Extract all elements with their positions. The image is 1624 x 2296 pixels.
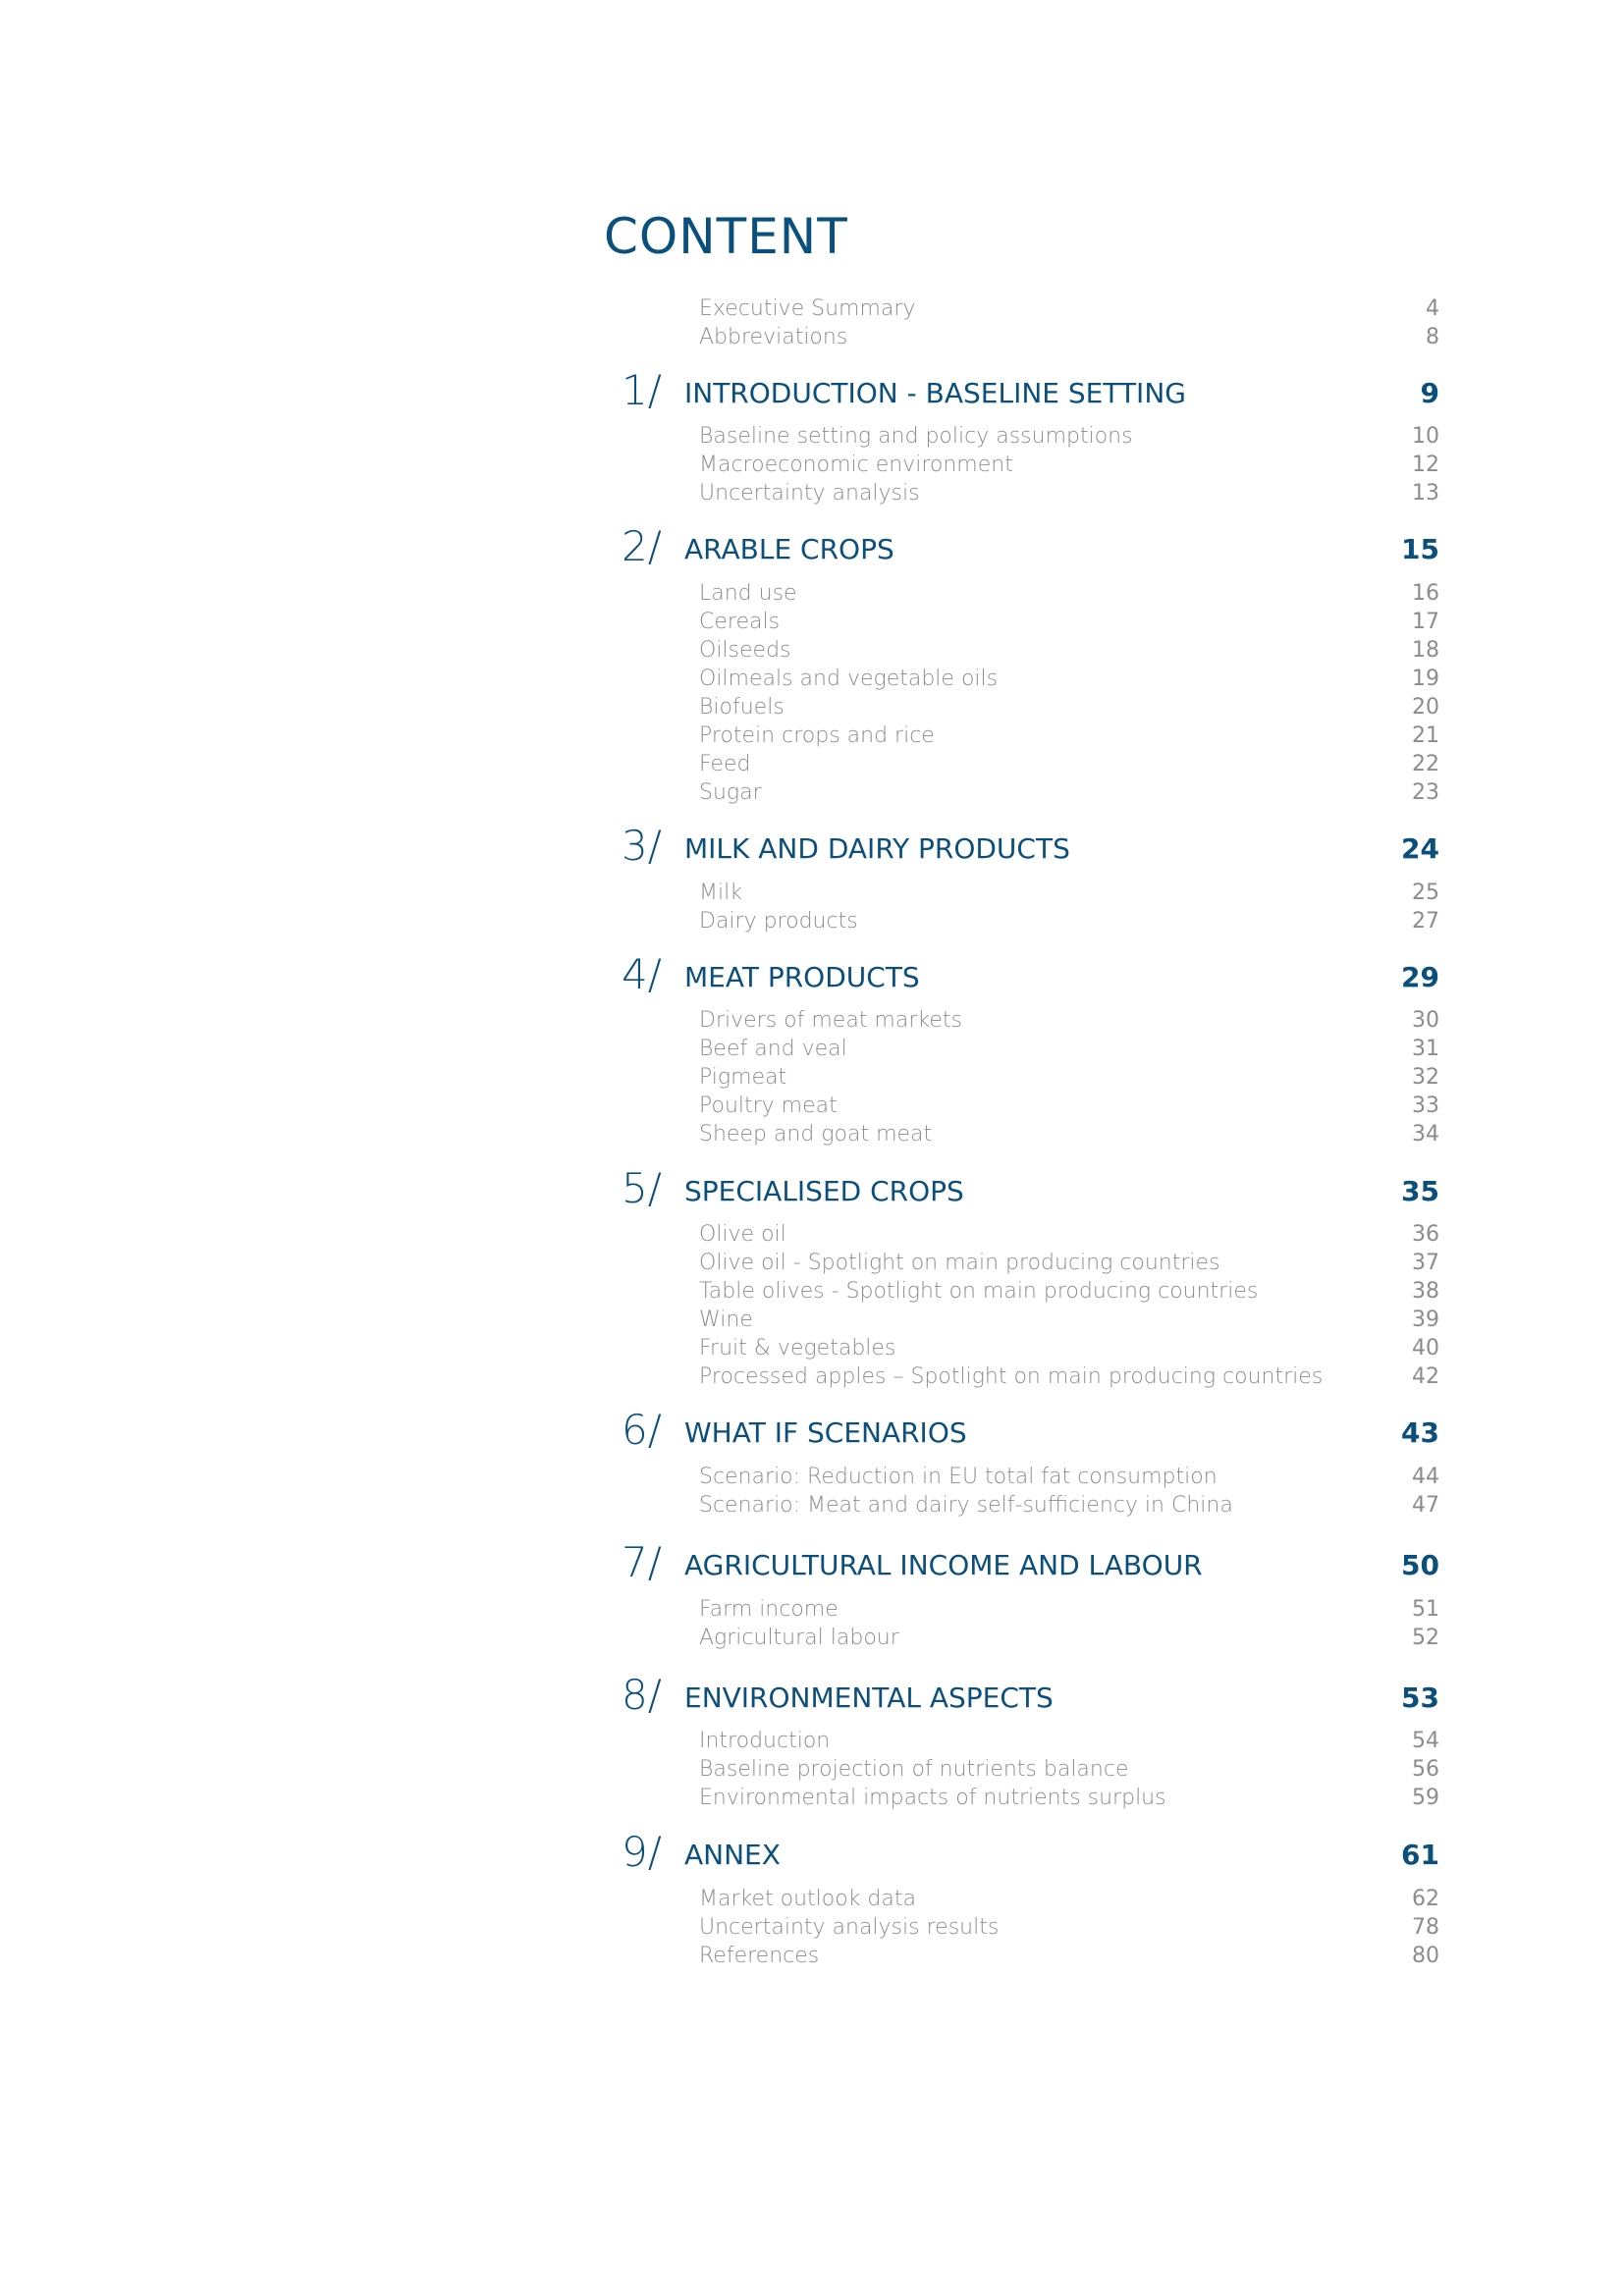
section-heading[interactable] — [0, 366, 1624, 415]
toc-item-label: Market outlook data — [699, 1887, 916, 1911]
toc-item[interactable] — [0, 323, 1624, 352]
section-number: 4/ — [622, 950, 662, 998]
toc-item-page: 62 — [1412, 1887, 1439, 1911]
toc-item-page: 13 — [1412, 481, 1439, 506]
toc-item-label: Sugar — [699, 780, 762, 805]
toc-item[interactable] — [0, 1120, 1624, 1149]
toc-item-label: Scenario: Meat and dairy self-sufficiency in China — [699, 1493, 1233, 1518]
toc-item[interactable] — [0, 479, 1624, 508]
toc-item-page: 22 — [1412, 752, 1439, 776]
section-heading[interactable] — [0, 522, 1624, 571]
toc-item[interactable] — [0, 451, 1624, 480]
toc-item-page: 10 — [1412, 424, 1439, 449]
toc-item[interactable] — [0, 608, 1624, 637]
toc-item-label: Table olives - Spotlight on main producing countries — [699, 1279, 1259, 1304]
toc-item-label: Abbreviations — [699, 325, 848, 349]
section-number: 2/ — [622, 522, 662, 570]
toc-item-page: 51 — [1412, 1597, 1439, 1622]
toc-item[interactable] — [0, 750, 1624, 779]
toc-item[interactable] — [0, 1220, 1624, 1250]
section-title: SPECIALISED CROPS — [684, 1175, 964, 1207]
toc-item[interactable] — [0, 1784, 1624, 1813]
toc-item-label: Baseline projection of nutrients balance — [699, 1757, 1129, 1782]
section-number: 6/ — [622, 1406, 662, 1454]
section-page: 53 — [1401, 1682, 1439, 1714]
toc-item[interactable] — [0, 1006, 1624, 1036]
section-page: 9 — [1420, 377, 1439, 409]
section-title: INTRODUCTION - BASELINE SETTING — [684, 377, 1186, 409]
toc-item-page: 38 — [1412, 1279, 1439, 1304]
toc-item-page: 31 — [1412, 1037, 1439, 1061]
section-title: ANNEX — [684, 1839, 781, 1871]
toc-item[interactable] — [0, 1306, 1624, 1335]
section-heading[interactable] — [0, 1538, 1624, 1587]
toc-item-label: Uncertainty analysis results — [699, 1915, 1000, 1940]
toc-item-label: Agricultural labour — [699, 1626, 899, 1650]
toc-item[interactable] — [0, 665, 1624, 694]
toc-item-label: Protein crops and rice — [699, 723, 935, 748]
toc-item-page: 17 — [1412, 610, 1439, 634]
toc-item-page: 23 — [1412, 780, 1439, 805]
toc-item-label: Biofuels — [699, 695, 785, 720]
toc-item-label: Poultry meat — [699, 1094, 838, 1118]
toc-item-label: Macroeconomic environment — [699, 453, 1013, 477]
toc-item-page: 78 — [1412, 1915, 1439, 1940]
toc-item[interactable] — [0, 1092, 1624, 1121]
toc-item[interactable] — [0, 1249, 1624, 1278]
toc-item[interactable] — [0, 721, 1624, 751]
toc-item[interactable] — [0, 1362, 1624, 1392]
section-title: AGRICULTURAL INCOME AND LABOUR — [684, 1549, 1203, 1581]
toc-item-label: Milk — [699, 881, 742, 905]
section-page: 43 — [1401, 1416, 1439, 1449]
toc-item-label: Beef and veal — [699, 1037, 847, 1061]
toc-item-page: 59 — [1412, 1786, 1439, 1810]
toc-item[interactable] — [0, 907, 1624, 936]
toc-item[interactable] — [0, 1463, 1624, 1492]
section-title: MEAT PRODUCTS — [684, 961, 920, 993]
toc-item-page: 37 — [1412, 1251, 1439, 1275]
section-number: 5/ — [622, 1164, 662, 1212]
toc-item-label: Executive Summary — [699, 296, 916, 321]
toc-item-label: Environmental impacts of nutrients surplus — [699, 1786, 1166, 1810]
toc-item-page: 19 — [1412, 667, 1439, 691]
toc-item-page: 4 — [1426, 296, 1439, 321]
toc-item[interactable] — [0, 1885, 1624, 1914]
toc-item-label: Uncertainty analysis — [699, 481, 920, 506]
toc-item-page: 52 — [1412, 1626, 1439, 1650]
toc-item-label: Processed apples – Spotlight on main producing countries — [699, 1364, 1324, 1389]
toc-item[interactable] — [0, 1755, 1624, 1785]
toc-item-page: 34 — [1412, 1122, 1439, 1147]
toc-item-label: References — [699, 1944, 820, 1968]
toc-item-page: 56 — [1412, 1757, 1439, 1782]
toc-item[interactable] — [0, 1727, 1624, 1756]
toc-item[interactable] — [0, 1942, 1624, 1971]
toc-item-page: 44 — [1412, 1465, 1439, 1489]
toc-item-label: Sheep and goat meat — [699, 1122, 933, 1147]
section-title: MILK AND DAIRY PRODUCTS — [684, 832, 1070, 865]
toc-item-label: Fruit & vegetables — [699, 1336, 896, 1361]
toc-item-page: 80 — [1412, 1944, 1439, 1968]
toc-item-label: Olive oil - Spotlight on main producing countries — [699, 1251, 1220, 1275]
toc-item-page: 16 — [1412, 581, 1439, 606]
section-heading[interactable] — [0, 1671, 1624, 1720]
toc-item-page: 40 — [1412, 1336, 1439, 1361]
toc-item-label: Introduction — [699, 1729, 831, 1753]
section-page: 61 — [1401, 1839, 1439, 1871]
toc-item-page: 12 — [1412, 453, 1439, 477]
toc-item-page: 27 — [1412, 909, 1439, 934]
toc-item-label: Oilseeds — [699, 638, 791, 663]
section-heading[interactable] — [0, 950, 1624, 999]
toc-item[interactable] — [0, 636, 1624, 666]
toc-item[interactable] — [0, 1624, 1624, 1653]
toc-item[interactable] — [0, 1063, 1624, 1093]
toc-item-label: Dairy products — [699, 909, 858, 934]
page-title: CONTENT — [604, 208, 848, 265]
toc-item-page: 18 — [1412, 638, 1439, 663]
toc-item[interactable] — [0, 1491, 1624, 1521]
section-heading[interactable] — [0, 822, 1624, 871]
toc-item[interactable] — [0, 693, 1624, 722]
toc-item-label: Oilmeals and vegetable oils — [699, 667, 999, 691]
toc-item-label: Cereals — [699, 610, 781, 634]
section-heading[interactable] — [0, 1406, 1624, 1455]
toc-item-page: 21 — [1412, 723, 1439, 748]
section-title: ARABLE CROPS — [684, 533, 894, 565]
toc-item[interactable] — [0, 778, 1624, 808]
section-heading[interactable] — [0, 1164, 1624, 1213]
toc-item-page: 30 — [1412, 1008, 1439, 1033]
section-number: 3/ — [622, 822, 662, 870]
toc-item-label: Feed — [699, 752, 751, 776]
toc-item[interactable] — [0, 879, 1624, 908]
toc-item[interactable] — [0, 294, 1624, 324]
section-page: 35 — [1401, 1175, 1439, 1207]
toc-item[interactable] — [0, 579, 1624, 609]
toc-item-label: Olive oil — [699, 1222, 786, 1247]
toc-item-page: 47 — [1412, 1493, 1439, 1518]
toc-item-page: 8 — [1426, 325, 1439, 349]
section-number: 7/ — [622, 1538, 662, 1586]
section-page: 50 — [1401, 1549, 1439, 1581]
toc-item-label: Drivers of meat markets — [699, 1008, 962, 1033]
toc-item-page: 54 — [1412, 1729, 1439, 1753]
toc-item[interactable] — [0, 1035, 1624, 1064]
toc-item[interactable] — [0, 1334, 1624, 1363]
toc-item-page: 20 — [1412, 695, 1439, 720]
toc-item-label: Baseline setting and policy assumptions — [699, 424, 1133, 449]
toc-item-label: Pigmeat — [699, 1065, 787, 1090]
toc-item-page: 36 — [1412, 1222, 1439, 1247]
toc-item[interactable] — [0, 422, 1624, 452]
section-number: 9/ — [622, 1828, 662, 1876]
toc-item-page: 25 — [1412, 881, 1439, 905]
section-heading[interactable] — [0, 1828, 1624, 1877]
section-page: 29 — [1401, 961, 1439, 993]
toc-item-page: 32 — [1412, 1065, 1439, 1090]
section-number: 8/ — [622, 1671, 662, 1719]
toc-item-label: Wine — [699, 1308, 753, 1332]
toc-item-page: 33 — [1412, 1094, 1439, 1118]
toc-item[interactable] — [0, 1277, 1624, 1307]
toc-item-label: Land use — [699, 581, 797, 606]
toc-item-label: Farm income — [699, 1597, 839, 1622]
section-title: WHAT IF SCENARIOS — [684, 1416, 967, 1449]
toc-item-page: 39 — [1412, 1308, 1439, 1332]
section-number: 1/ — [622, 366, 662, 414]
toc-item[interactable] — [0, 1913, 1624, 1943]
toc-item[interactable] — [0, 1595, 1624, 1625]
section-page: 24 — [1401, 832, 1439, 865]
toc-item-page: 42 — [1412, 1364, 1439, 1389]
section-page: 15 — [1401, 533, 1439, 565]
section-title: ENVIRONMENTAL ASPECTS — [684, 1682, 1054, 1714]
toc-item-label: Scenario: Reduction in EU total fat consumption — [699, 1465, 1218, 1489]
